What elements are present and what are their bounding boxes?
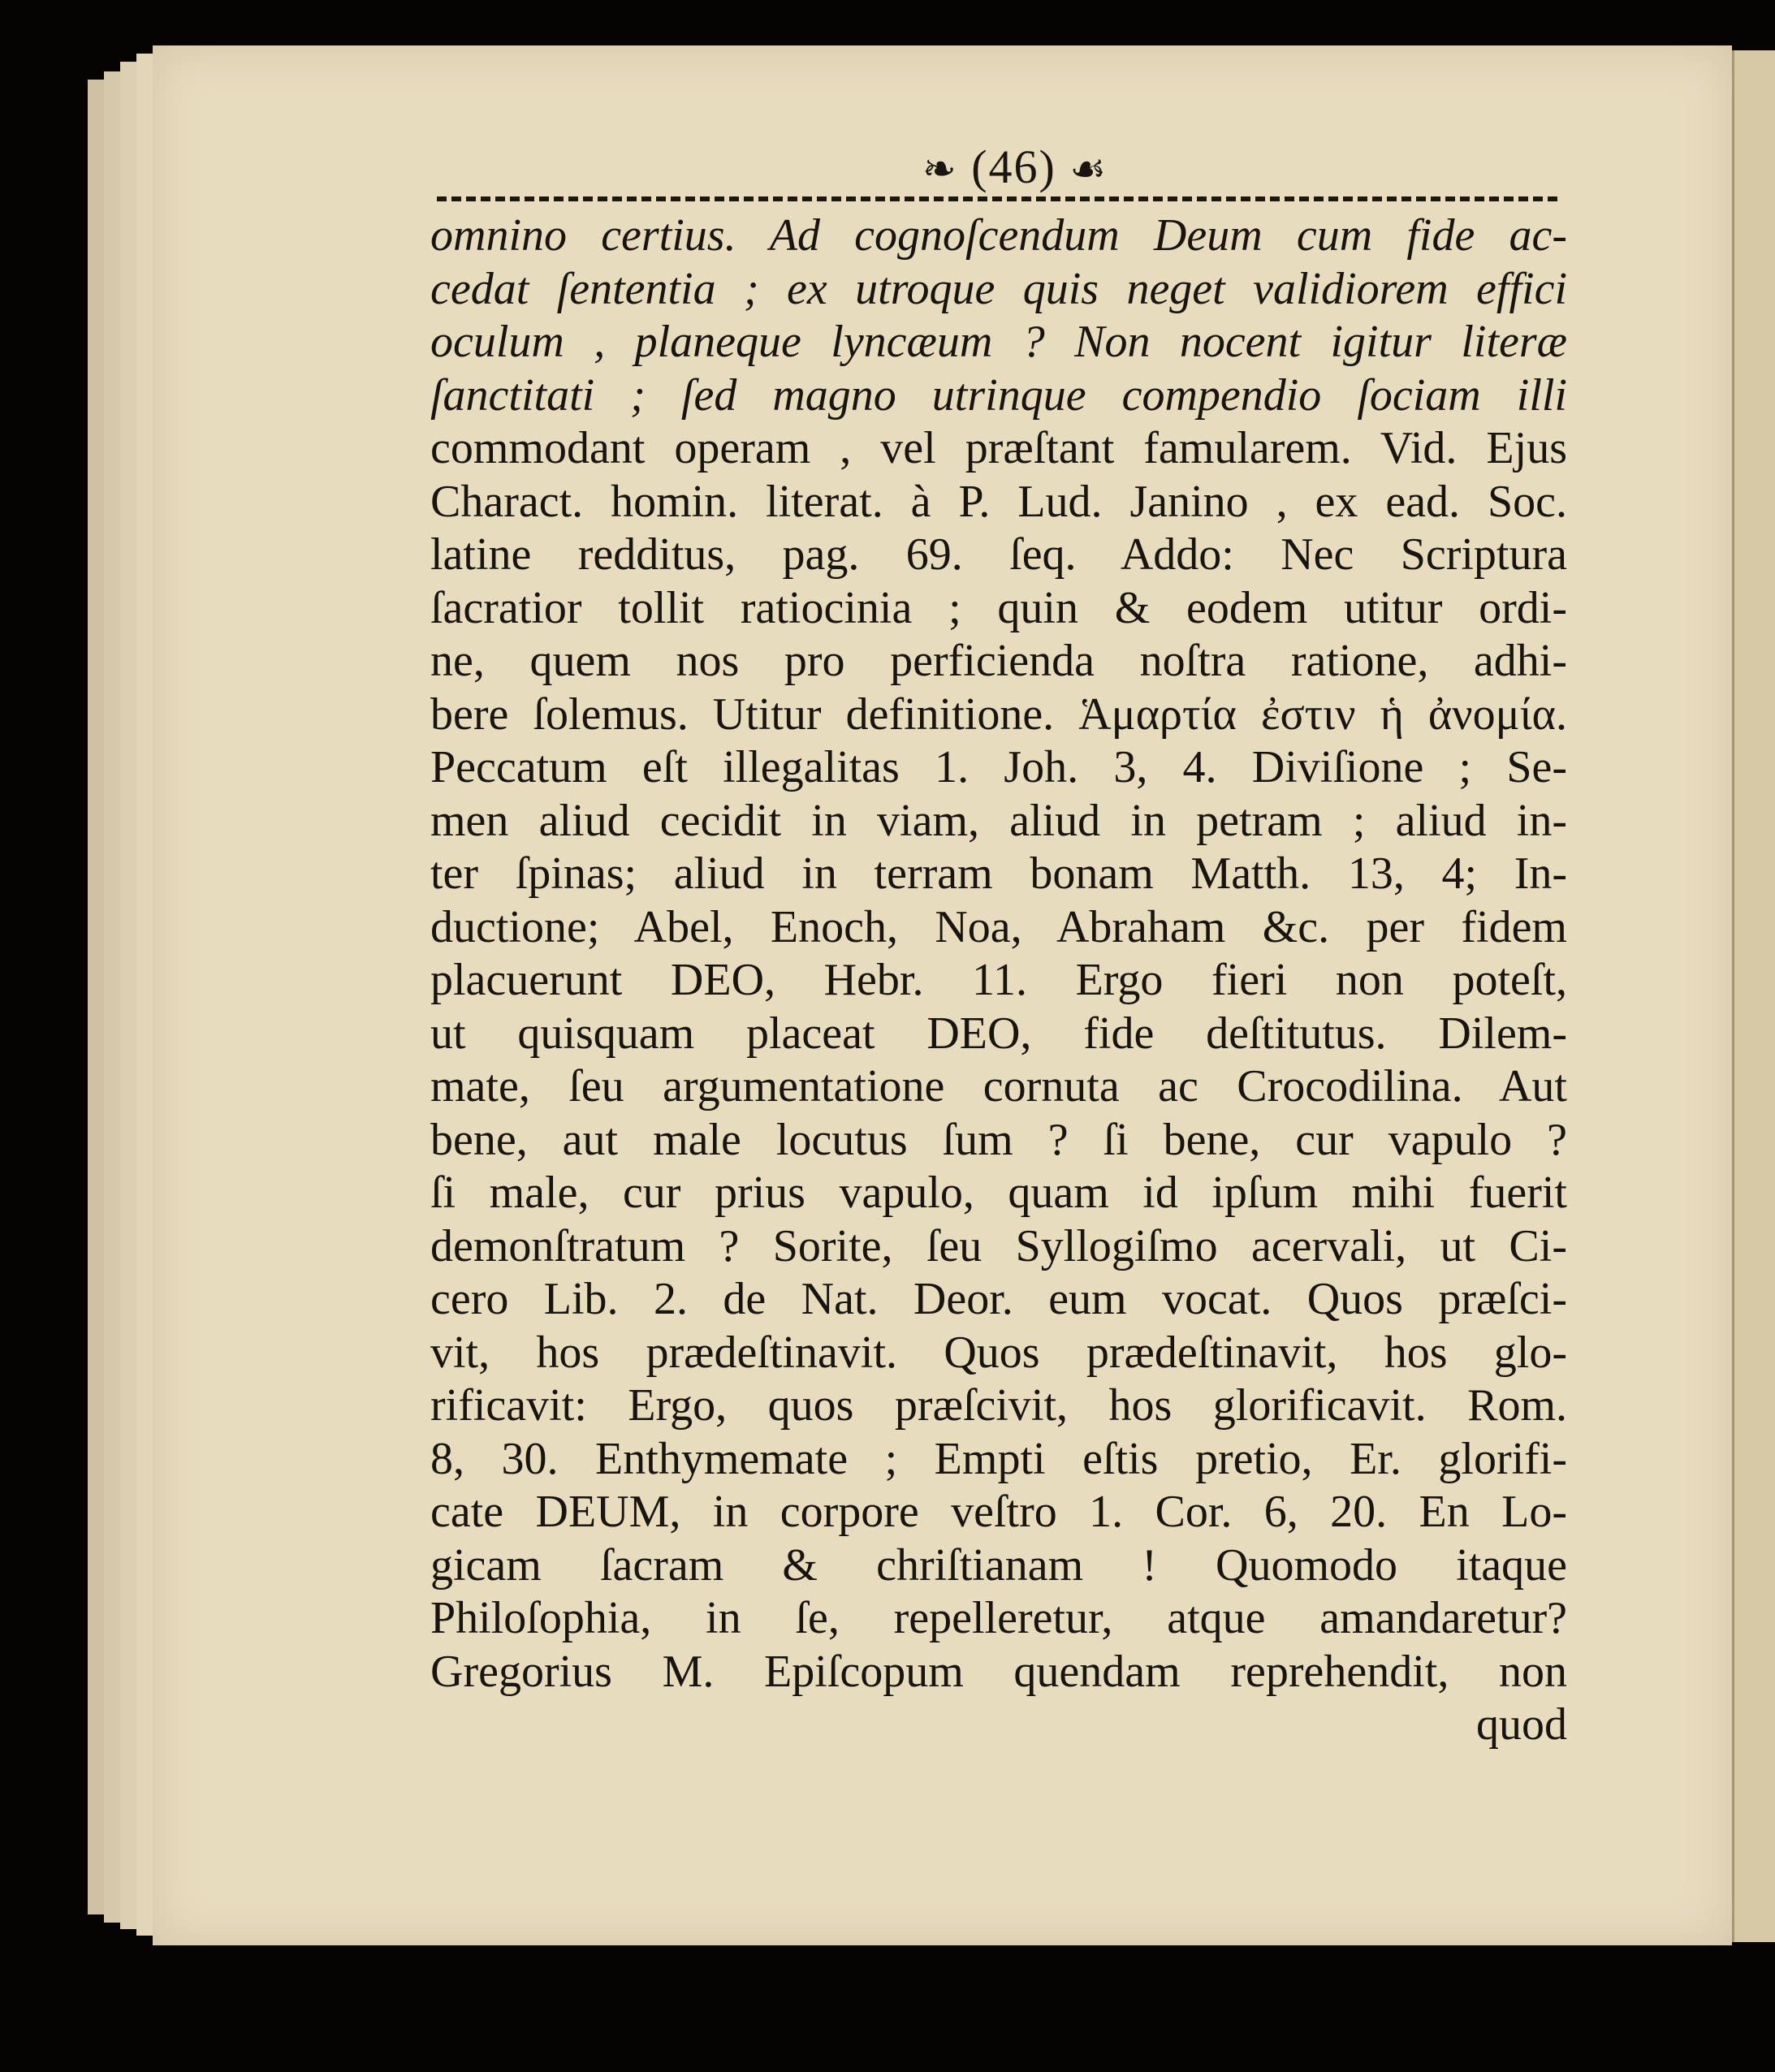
- text-line: ter ſpinas; aliud in terram bonam Matth. 13, 4; In-: [430, 848, 1567, 899]
- text-line: ſi male, cur prius vapulo, quam id ipſum mihi fuerit: [430, 1168, 1567, 1218]
- text-line: cero Lib. 2. de Nat. Deor. eum vocat. Quos præſci-: [430, 1274, 1567, 1324]
- text-line: Gregorius M. Epiſcopum quendam reprehendit, non: [430, 1646, 1567, 1697]
- page-number: (46): [971, 140, 1056, 193]
- text-line: ſanctitati ; ſed magno utrinque compendio ſociam illi: [430, 369, 1567, 421]
- text-line: rificavit: Ergo, quos præſcivit, hos glorificavit. Rom.: [430, 1380, 1567, 1431]
- text-line: ne, quem nos pro perficienda noſtra ratione, adhi-: [430, 636, 1567, 686]
- text-line: 8, 30. Enthymemate ; Empti eſtis pretio, Er. glorifi-: [430, 1433, 1567, 1484]
- text-line: commodant operam , vel præſtant famularem. Vid. Ejus: [430, 423, 1567, 473]
- text-line: ut quisquam placeat DEO, fide deſtitutus. Dilem-: [430, 1008, 1567, 1059]
- text-line: placuerunt DEO, Hebr. 11. Ergo fieri non poteſt,: [430, 955, 1567, 1005]
- catchword: quod: [1476, 1699, 1567, 1750]
- text-line: vit, hos prædeſtinavit. Quos prædeſtinavit, hos glo-: [430, 1327, 1567, 1378]
- text-line: ductione; Abel, Enoch, Noa, Abraham &c. per fidem: [430, 901, 1567, 952]
- facing-page-edge: [1732, 50, 1775, 1942]
- ornament-left-icon: ❧: [922, 146, 958, 192]
- ornament-right-icon: ☙: [1069, 146, 1108, 192]
- text-line: latine redditus, pag. 69. ſeq. Addo: Nec Scriptura: [430, 529, 1567, 580]
- text-line: demonſtratum ? Sorite, ſeu Syllogiſmo acervali, ut Ci-: [430, 1220, 1567, 1271]
- text-line: oculum , planeque lyncæum ? Non nocent igitur literæ: [430, 317, 1567, 367]
- text-line: gicam ſacram & chriſtianam ! Quomodo itaque: [430, 1539, 1567, 1591]
- text-line: omnino certius. Ad cognoſcendum Deum cum fide ac-: [430, 210, 1567, 261]
- text-line: Peccatum eſt illegalitas 1. Joh. 3, 4. Diviſione ; Se-: [430, 742, 1567, 792]
- text-line: men aliud cecidit in viam, aliud in petram ; aliud in-: [430, 795, 1567, 846]
- header-rule: [437, 196, 1557, 201]
- body-text: [430, 209, 1567, 1752]
- text-line: Philoſophia, in ſe, repelleretur, atque amandaretur?: [430, 1593, 1567, 1643]
- running-head: [861, 140, 1169, 196]
- text-line: cedat ſententia ; ex utroque quis neget validiorem effici: [430, 263, 1567, 314]
- text-line: mate, ſeu argumentatione cornuta ac Crocodilina. Aut: [430, 1061, 1567, 1112]
- text-line: bere ſolemus. Utitur definitione. Ἁμαρτία ἐστιν ἡ ἀνομία.: [430, 689, 1567, 740]
- text-line: ſacratior tollit ratiocinia ; quin & eodem utitur ordi-: [430, 582, 1567, 633]
- text-line: bene, aut male locutus ſum ? ſi bene, cur vapulo ?: [430, 1114, 1567, 1165]
- text-line: Charact. homin. literat. à P. Lud. Janino , ex ead. Soc.: [430, 476, 1567, 527]
- text-line: cate DEUM, in corpore veſtro 1. Cor. 6, 20. En Lo-: [430, 1487, 1567, 1537]
